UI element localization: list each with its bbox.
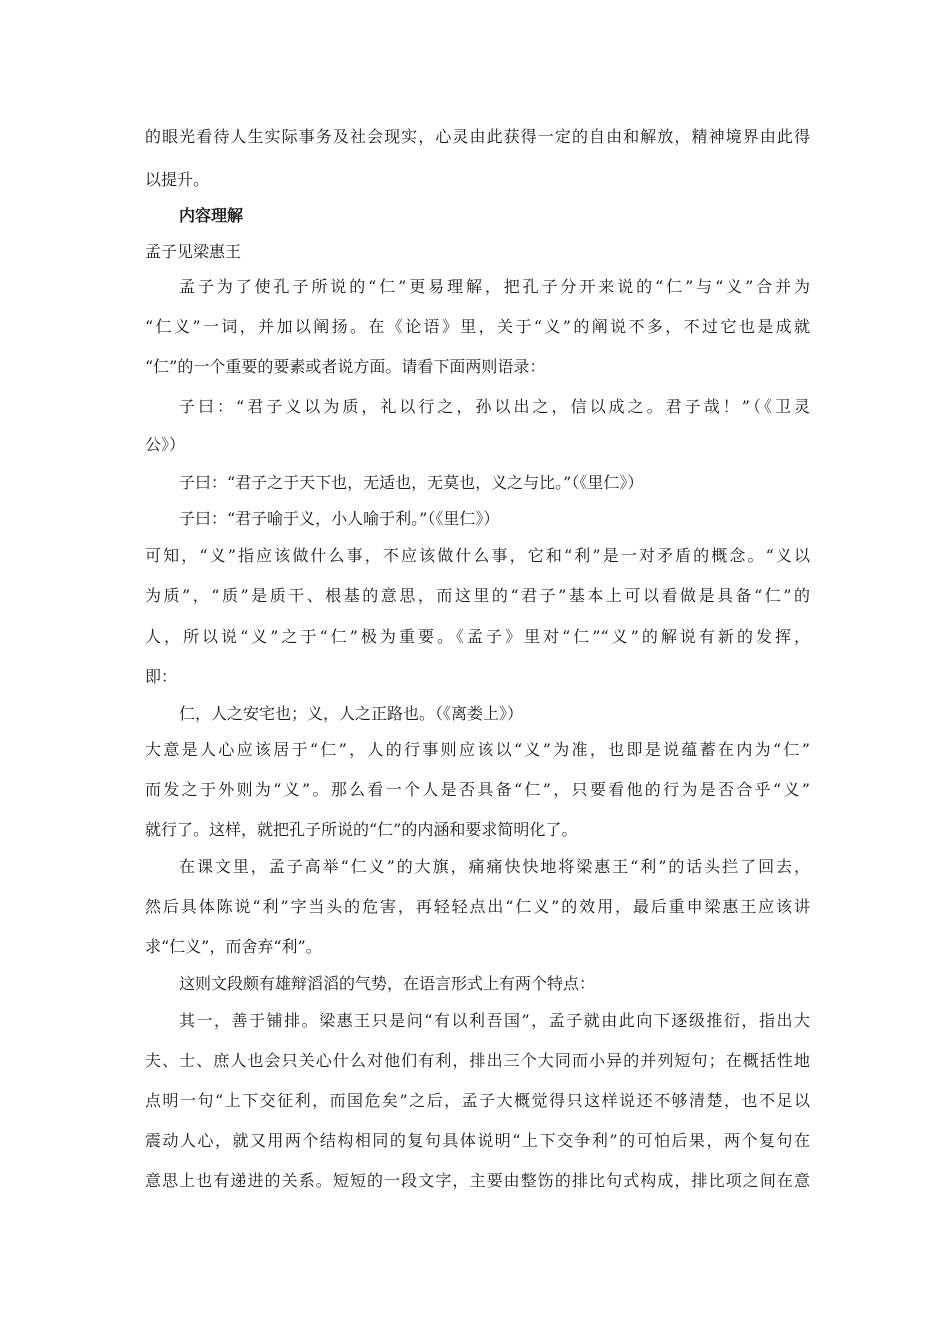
body-line: 的眼光看待人生实际事务及社会现实，心灵由此获得一定的自由和解放，精神境界由此得 [145, 127, 810, 146]
body-line: 震动人心，就又用两个结构相同的复句具体说明“上下交争利”的可怕后果，两个复句在 [145, 1131, 810, 1150]
body-line: 其一，善于铺排。梁惠王只是问“有以利吾国”，孟子就由此向下逐级推衍，指出大 [179, 1011, 810, 1030]
body-line: 可知，“义”指应该做什么事，不应该做什么事，它和“利”是一对矛盾的概念。“义以 [145, 546, 810, 565]
body-line: 孟子为了使孔子所说的“仁”更易理解，把孔子分开来说的“仁”与“义”合并为 [179, 277, 810, 296]
body-line: 人，所以说“义”之于“仁”极为重要。《孟子》里对“仁”“义”的解说有新的发挥， [145, 627, 810, 646]
quote-line: 子曰：“君子义以为质，礼以行之，孙以出之，信以成之。君子哉！”（《卫灵 [179, 397, 810, 416]
section-heading: 内容理解 [179, 206, 244, 225]
body-line: 点明一句“上下交征利，而国危矣”之后，孟子大概觉得只这样说还不够清楚，也不足以 [145, 1091, 810, 1110]
body-line: 即： [145, 667, 178, 686]
quote-line: 子曰：“君子喻于义，小人喻于利。”（《里仁》） [179, 509, 500, 528]
subsection-title: 孟子见梁惠王 [145, 242, 242, 261]
body-line: 大意是人心应该居于“仁”，人的行事则应该以“义”为准，也即是说蕴蓄在内为“仁” [145, 740, 810, 759]
quote-line: 子曰：“君子之于天下也，无适也，无莫也，义之与比。”（《里仁》） [179, 473, 644, 492]
body-line: 而发之于外则为“义”。那么看一个人是否具备“仁”，只要看他的行为是否合乎“义” [145, 780, 810, 799]
body-line: 为质”，“质”是质干、根基的意思，而这里的“君子”基本上可以看做是具备“仁”的 [145, 586, 810, 605]
body-line: 求“仁义”，而舍弃“利”。 [145, 937, 322, 956]
body-line: 这则文段颇有雄辩滔滔的气势，在语言形式上有两个特点： [179, 974, 596, 993]
quote-line: 仁，人之安宅也；义，人之正路也。（《离娄上》） [179, 704, 524, 723]
body-line: “仁义”一词，并加以阐扬。在《论语》里，关于“义”的阐说不多，不过它也是成就 [145, 317, 810, 336]
body-line: 夫、士、庶人也会只关心什么对他们有利，排出三个大同而小异的并列短句；在概括性地 [145, 1051, 810, 1070]
body-line: 就行了。这样，就把孔子所说的“仁”的内涵和要求简明化了。 [145, 820, 578, 839]
body-line: 在课文里，孟子高举“仁义”的大旗，痛痛快快地将梁惠王“利”的话头拦了回去， [179, 857, 810, 876]
quote-line: 公》） [145, 435, 186, 454]
body-line: 意思上也有递进的关系。短短的一段文字，主要由整饬的排比句式构成，排比项之间在意 [145, 1171, 810, 1190]
body-line: “仁”的一个重要的要素或者说方面。请看下面两则语录： [145, 357, 546, 376]
body-line: 以提升。 [145, 170, 210, 189]
body-line: 然后具体陈说“利”字当头的危害，再轻轻点出“仁义”的效用，最后重申梁惠王应该讲 [145, 897, 810, 916]
